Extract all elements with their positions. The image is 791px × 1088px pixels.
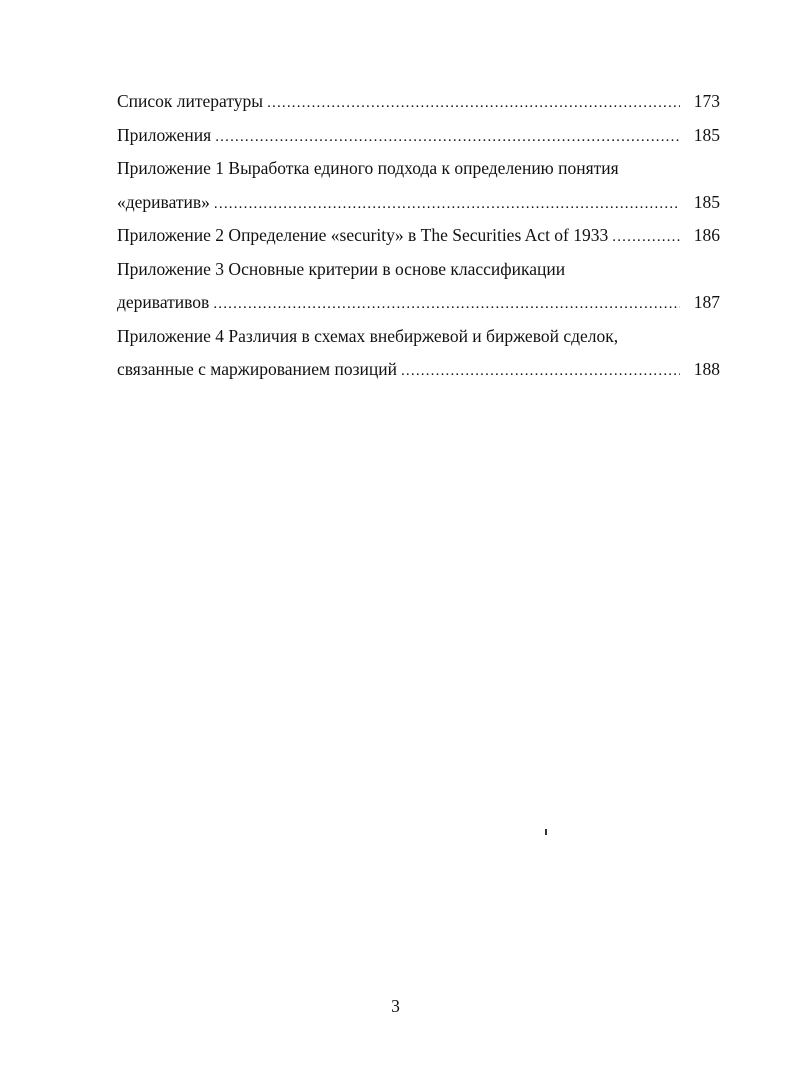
toc-line xyxy=(117,186,720,220)
dot-leader xyxy=(401,355,680,389)
toc-entry-title: Приложение 2 Определение «security» в The Securities Act of 1933 xyxy=(117,225,609,245)
toc-entry-appendix-2[interactable] xyxy=(117,219,720,253)
toc-entry-title: Приложения xyxy=(117,124,212,145)
dot-leader xyxy=(213,288,680,322)
scan-speck xyxy=(545,829,547,835)
toc-line xyxy=(117,353,720,387)
toc-line xyxy=(117,85,720,119)
toc-entry-title: связанные с маржированием позиций xyxy=(117,359,397,379)
dot-leader xyxy=(215,121,680,155)
toc-page-number: 185 xyxy=(693,191,720,212)
toc-page-number: 185 xyxy=(693,124,720,145)
toc-line xyxy=(117,119,720,153)
dot-leader xyxy=(267,87,680,121)
toc-page-number: 186 xyxy=(693,225,720,245)
toc-entry-title-line: Приложение 1 Выработка единого подхода к определению понятия xyxy=(117,158,619,178)
toc-entry-title: Список литературы xyxy=(117,91,264,111)
toc-page-number: 188 xyxy=(693,359,720,379)
toc-entry-appendix-4[interactable] xyxy=(117,320,720,387)
table-of-contents xyxy=(117,85,720,387)
toc-entry-title-line: Приложение 3 Основные критерии в основе классификации xyxy=(117,258,566,279)
toc-line xyxy=(117,219,720,253)
toc-entry-title: деривативов xyxy=(117,292,210,312)
toc-entry-appendices[interactable] xyxy=(117,119,720,153)
toc-page-number: 173 xyxy=(693,91,720,111)
toc-entry-appendix-1[interactable] xyxy=(117,152,720,219)
toc-entry-title: «дериватив» xyxy=(117,191,210,212)
toc-entry-title-line: Приложение 4 Различия в схемах внебиржевой и биржевой сделок, xyxy=(117,325,619,346)
dot-leader xyxy=(612,221,680,255)
page-number: 3 xyxy=(391,996,400,1016)
toc-line xyxy=(117,286,720,320)
dot-leader xyxy=(214,188,680,222)
toc-entry-bibliography[interactable] xyxy=(117,85,720,119)
toc-page-number: 187 xyxy=(693,292,720,312)
toc-entry-appendix-3[interactable] xyxy=(117,253,720,320)
